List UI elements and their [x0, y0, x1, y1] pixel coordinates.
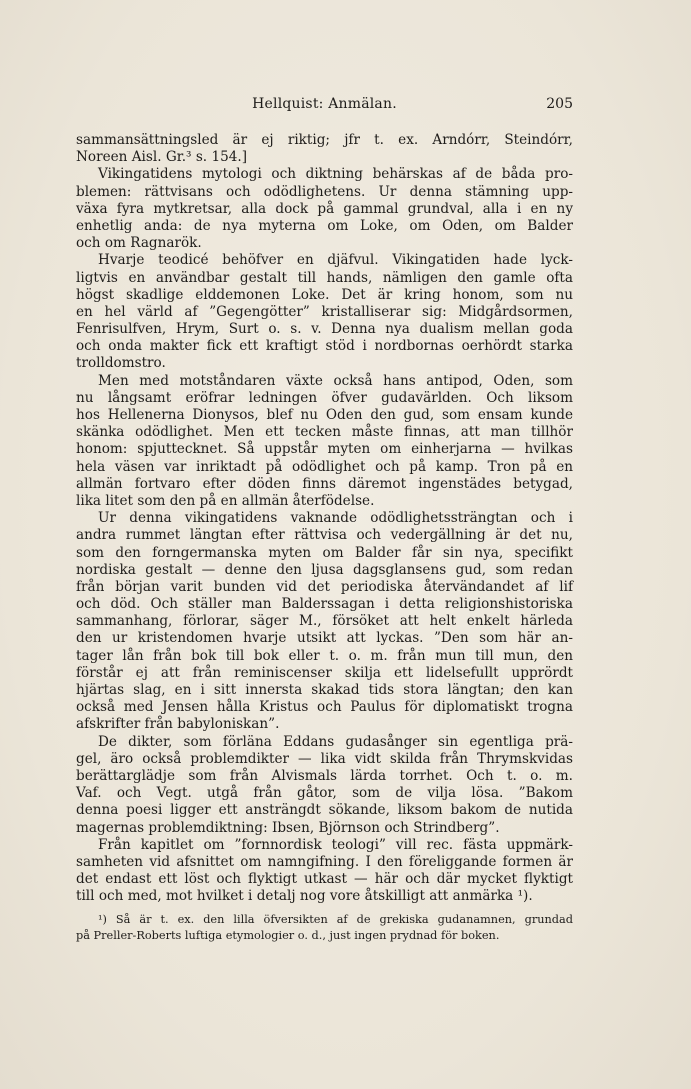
- footnote-divider: [292, 902, 372, 903]
- running-head: Hellquist: Anmälan.: [252, 96, 397, 112]
- page-number: 205: [546, 96, 573, 112]
- text-line: och onda makter fick ett kraftigt stöd i nordbornas oerhördt starka: [76, 338, 573, 355]
- text-line: enhetlig anda: de nya myterna om Loke, om Oden, om Balder: [76, 217, 573, 234]
- text-line: nordiska gestalt — denne den ljusa dagsglansens gud, som redan: [76, 561, 573, 578]
- paragraph-start-line: Men med motståndaren växte också hans antipod, Oden, som: [98, 372, 573, 389]
- text-line: nu långsamt eröfrar ledningen öfver gudavärlden. Och liksom: [76, 389, 573, 406]
- text-line: honom: spjuttecknet. Så uppstår myten om einherjarna — hvilkas: [76, 441, 573, 458]
- text-line: lika litet som den på en allmän återfödelse.: [76, 492, 375, 509]
- paragraph-start-line: Ur denna vikingatidens vaknande odödlighetssträngtan och i: [98, 510, 573, 527]
- text-line: skänka odödlighet. Men ett tecken måste finnas, att man tillhör: [76, 424, 573, 441]
- footnote-line: ¹) Så är t. ex. den lilla öfversikten af de grekiska gudanamnen, grundad: [98, 913, 573, 926]
- paragraph-start-line: Vikingatidens mytologi och diktning behärskas af de båda pro-: [98, 166, 573, 183]
- text-line: gel, äro också problemdikter — lika vidt skilda från Thrymskvidas: [76, 750, 573, 767]
- text-line: och om Ragnarök.: [76, 235, 202, 252]
- text-line: växa fyra mytkretsar, alla dock på gammal grundval, alla i en ny: [76, 200, 573, 217]
- text-line: förstår ej att från reminiscenser skilja ett lidelsefullt upprördt: [76, 664, 573, 681]
- text-line: sammanhang, förlorar, säger M., försöket att helt enkelt härleda: [76, 613, 573, 630]
- text-line: tager lån från bok till bok eller t. o. m. från mun till mun, den: [76, 647, 573, 664]
- text-line: Fenrisulfven, Hrym, Surt o. s. v. Denna nya dualism mellan goda: [76, 321, 573, 338]
- text-line: denna poesi ligger ett ansträngdt sökande, liksom bakom de nutida: [76, 802, 573, 819]
- text-line: som den forngermanska myten om Balder får sin nya, specifikt: [76, 544, 573, 561]
- text-line: det endast ett löst och flyktigt utkast — här och där mycket flyktigt: [76, 871, 573, 888]
- text-line: en hel värld af ”Gegengötter” kristalliserar sig: Midgårdsormen,: [76, 303, 573, 320]
- text-line: magernas problemdiktning: Ibsen, Björnson och Strindberg”.: [76, 819, 500, 836]
- text-line: och död. Och ställer man Balderssagan i detta religionshistoriska: [76, 596, 573, 613]
- footnotes: [76, 912, 573, 943]
- text-line: hos Hellenerna Dionysos, blef nu Oden den gud, som ensam kunde: [76, 407, 573, 423]
- text-line: allmän fortvaro efter döden finns däremot ingenstädes betygad,: [76, 475, 573, 492]
- text-line: från början varit bunden vid det periodiska återvändandet af lif: [76, 578, 573, 595]
- text-line: ligtvis en användbar gestalt till hands, nämligen den gamle ofta: [76, 269, 573, 286]
- text-line: hela väsen var inriktadt på odödlighet och på kamp. Tron på en: [76, 458, 573, 475]
- page-header: [76, 96, 573, 116]
- text-line: sammansättningsled är ej riktig; jfr t. ex. Arndórr, Steindórr,: [76, 132, 573, 148]
- text-line: den ur kristendomen hvarje utsikt att lyckas. ”Den som här an-: [76, 630, 573, 647]
- footnote-line: på Preller-Roberts luftiga etymologier o. d., just ingen prydnad för boken.: [76, 928, 500, 942]
- paragraph-start-line: Hvarje teodicé behöfver en djäfvul. Vikingatiden hade lyck-: [98, 252, 573, 269]
- text-line: också med Jensen hålla Kristus och Paulus för diplomatiskt trogna: [76, 699, 573, 716]
- text-line: andra rummet längtan efter rättvisa och vedergällning är det nu,: [76, 527, 573, 544]
- text-line: Noreen Aisl. Gr.³ s. 154.]: [76, 149, 248, 166]
- text-line: till och med, mot hvilket i detalj nog vore åtskilligt att anmärka ¹).: [76, 888, 533, 905]
- text-line: blemen: rättvisans och odödlighetens. Ur denna stämning upp-: [76, 183, 573, 200]
- text-line: högst skadlige elddemonen Loke. Det är kring honom, som nu: [76, 286, 573, 303]
- paragraph-start-line: Från kapitlet om ”fornnordisk teologi” vill rec. fästa uppmärk-: [98, 836, 573, 853]
- text-line: samheten vid afsnittet om namngifning. I den föreliggande formen är: [76, 853, 573, 870]
- text-line: berättarglädje som från Alvismals lärda torrhet. Och t. o. m.: [76, 767, 573, 784]
- body-text: [76, 132, 573, 905]
- text-line: hjärtas slag, en i sitt innersta skakad tids stora längtan; den kan: [76, 682, 573, 698]
- text-line: trolldomstro.: [76, 355, 166, 372]
- text-line: Vaf. och Vegt. utgå från gåtor, som de vilja lösa. ”Bakom: [76, 785, 573, 802]
- paragraph-start-line: De dikter, som förläna Eddans gudasånger sin egentliga prä-: [98, 733, 573, 750]
- text-line: afskrifter från babyloniskan”.: [76, 716, 280, 733]
